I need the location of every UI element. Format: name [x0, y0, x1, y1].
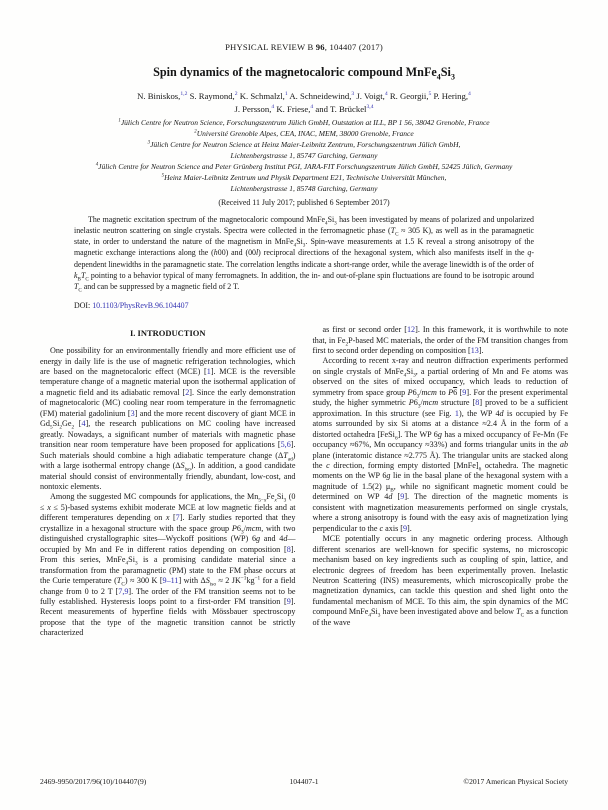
authors-line-1: N. Biniskos,$^{1,2}$ S. Raymond,$^2$ K. Schmalzl,$^1$ A. Schneidewind,$^3$ J. Voigt,$^4$ R. Georgii,$^5$ P. Hering,$^4$ — [137, 91, 471, 101]
citation-link[interactable]: 7,9 — [118, 586, 129, 596]
journal-header: PHYSICAL REVIEW B 96, 104407 (2017) — [225, 42, 383, 52]
doi-label: DOI: — [74, 301, 91, 311]
body-paragraph: MCE potentially occurs in any magnetic ordering process. Although different scenarios are well-known for specific systems, no microscopic mechanism based on key ingredients such as coupling of spin, lattice, and electronic degrees of freedom has been experimentally proven. Inelastic Neutron Scattering (INS) measurements, which microscopically probe the magnetization dynamics, can tackle this question and shed light onto the fundamental mechanism of MCE. To this aim, the spin dynamics of the MC compound $MnFe_4Si_3$ have been investigated above and below $T_C$ as a function of the wave — [312, 534, 568, 627]
body-paragraph: Among the suggested MC compounds for applications, the $Mn_{5-x}Fe_xSi_3$ (0 ≤ x ≤ 5)-based systems exhibit moderate MCE at low magnetic fields and at different temperatures depending on x [7]. Early studies reported that they crystallize in a hexagonal structure with the space group $P6_3$/mcm, with two distinguished crystallographic sites—Wyckoff positions (WP) 6g and 4d—occupied by Mn and Fe in different ratios depending on composition [8]. From this series, $MnFe_4Si_3$ is a promising candidate material since a transformation from the paramagnetic (PM) state to the FM phase occurs at the Curie temperature $(T_C) \approx 300$ K [9–11] with $\Delta S_{iso} \approx 2$ $JK^{-1}kg^{-1}$ for a field change from 0 to 2 T [7,9]. The order of the FM transition seems not to be fully established. Hysteresis loops point to a first-order FM transition [9]. Recent measurements of hyperfine fields with Mössbauer spectroscopy propose that the type of the magnetic transition cannot be strictly characterized — [40, 492, 296, 638]
citation-link[interactable]: 9–11 — [162, 576, 179, 586]
right-paragraphs — [313, 325, 569, 628]
citation-link[interactable]: 3 — [130, 408, 135, 418]
citation-link[interactable]: 1 — [454, 408, 459, 418]
citation-link[interactable]: 9 — [462, 387, 467, 397]
citation-link[interactable]: 9 — [402, 523, 408, 533]
column-left — [40, 325, 296, 639]
citation-link[interactable]: 12 — [406, 325, 416, 335]
citation-link[interactable]: 8 — [475, 398, 480, 408]
footer-copyright: ©2017 American Physical Society — [463, 777, 568, 786]
body-paragraph: According to recent x-ray and neutron diffraction experiments performed on single crystals of $MnFe_4Si_3$, a partial ordering of Mn and Fe atoms was observed on the sites of mixed occupancy, which leads to reduction of symmetry from space group $P6_3$/mcm to P6 [9]. For the present experimental study, the higher symmetric $P6_3$/mcm structure [8] proved to be a sufficient approximation. In this structure (see Fig. 1), the WP 4d is occupied by Fe atoms surrounded by six Si atoms at a distance ≈2.4 Å in the form of a distorted octahedra [FeSi$_6$]. The WP 6g has a mixed occupancy of Fe-Mn (Fe occupancy ≈67%, Mn occupancy ≈33%) and forms triangular units in the ab plane (interatomic distance ≈2.775 Å). The triangular units are stacked along the c direction, forming empty distorted $[MnFe]_6$ octahedra. The magnetic moments on the WP 6g lie in the basal plane of the hexagonal system with a magnitude of 1.5(2) $\mu_B$, while no significant magnetic moment could be determined on WP 4d [9]. The direction of the magnetic moments is consistent with magnetization measurements performed on single crystals, where a strong anisotropy is found with the easy axis of magnetization lying perpendicular to the c axis [9]. — [312, 356, 569, 533]
page-footer — [40, 777, 568, 786]
citation-link[interactable]: 9 — [286, 596, 291, 606]
doi-link[interactable]: 10.1103/PhysRevB.96.104407 — [92, 301, 189, 311]
citation-link[interactable]: 1 — [206, 367, 211, 376]
citation-link[interactable]: 4 — [81, 419, 86, 429]
affiliation-line: $^5$Heinz Maier-Leibnitz Zentrum und Physik Department E21, Technische Universität München, — [161, 173, 447, 182]
abstract: The magnetic excitation spectrum of the magnetocaloric compound $MnFe_4Si_3$ has been investigated by means of polarized and unpolarized inelastic neutron scattering on single crystals. Spectra were collected in the ferromagnetic phase ($T_C \approx 305$ K), as well as in the paramagnetic state, in order to understand the nature of the magnetism in $MnFe_4Si_3$. Spin-wave measurements at 1.5 K reveal a strong anisotropy of the magnetic exchange interactions along the (h00) and (00l) reciprocal directions of the hexagonal system, which also manifests itself in the q-dependent linewidths in the paramagnetic state. The correlation lengths indicate a short-range order, while the average linewidth is of the order of $k_BT_C$ pointing to a behavior typical of many ferromagnets. In addition, the in- and out-of-plane spin fluctuations are found to be isotropic around $T_C$ and can be suppressed by a magnetic field of 2 T. — [74, 215, 534, 294]
affiliation-line: $^1$Jülich Centre for Neutron Science, Forschungszentrum Jülich GmbH, Outstation at ILL, BP 1 56, 38042 Grenoble, France — [118, 118, 490, 127]
affiliation-line: Lichtenbergstrasse 1, 85747 Garching, Germany — [230, 151, 378, 160]
body-paragraph: One possibility for an environmentally friendly and more efficient use of energy in daily life is the use of magnetic refrigeration technologies, which are based on the magnetocaloric effect (MCE) [1]. MCE is the reversible temperature change of a magnetic material upon the isothermal application of a magnetic field and its adiabatic removal [2]. Since the early demonstration of magnetocaloric (MC) cooling near room temperature in the ferromagnetic (FM) material gadolinium [3] and the more recent discovery of giant MCE in $Gd_5Si_2Ge_2$ [4], the research publications on MC cooling have increased greatly. Nowadays, a significant number of materials with magnetic phase transition near room temperature have been proposed for applications [5,6]. Such materials should combine a high adiabatic temperature change $(\Delta T_{ad})$ with a large isothermal entropy change $(\Delta S_{iso})$. In addition, a good candidate material should consist of environmentally friendly, abundant, low-cost, and nontoxic elements. — [40, 346, 296, 491]
author-list — [0, 90, 608, 115]
body-columns — [0, 325, 608, 639]
received-line: (Received 11 July 2017; published 6 September 2017) — [218, 198, 390, 207]
citation-link[interactable]: 5,6 — [280, 440, 291, 450]
footer-page-number: 104407-1 — [289, 777, 319, 786]
affiliations — [0, 117, 608, 194]
affiliation-line: $^3$Jülich Centre for Neutron Science at Heinz Maier-Leibnitz Zentrum, Forschungszentrum Jülich GmbH, — [147, 140, 461, 149]
citation-link[interactable]: 7 — [175, 513, 180, 523]
citation-link[interactable]: 8 — [286, 544, 291, 554]
affiliation-line: $^2$Université Grenoble Alpes, CEA, INAC, MEM, 38000 Grenoble, France — [194, 129, 414, 138]
body-paragraph: as first or second order [12]. In this framework, it is worthwhile to note that, in $Fe_2P$-based MC materials, the order of the FM transition changes from first to second order depending on composition [13]. — [312, 325, 568, 355]
footer-issn: 2469-9950/2017/96(10)/104407(9) — [40, 777, 147, 786]
section-heading-introduction: I. INTRODUCTION — [129, 328, 206, 339]
affiliation-line: $^4$Jülich Centre for Neutron Science and Peter Grünberg Institut PGI, JARA-FIT Forschungszentrum Jülich GmbH, 52425 Jülich, Germany — [95, 162, 513, 171]
authors-line-2: J. Persson,$^4$ K. Friese,$^4$ and T. Brückel$^{3,4}$ — [234, 103, 374, 114]
affiliation-line: Lichtenbergstrasse 1, 85748 Garching, Germany — [230, 184, 378, 193]
citation-link[interactable]: 13 — [470, 346, 479, 355]
citation-link[interactable]: 9 — [400, 492, 405, 502]
column-right — [313, 325, 569, 639]
citation-link[interactable]: 2 — [185, 387, 190, 397]
doi-line — [74, 301, 534, 310]
left-paragraphs — [40, 346, 296, 639]
paper-title: Spin dynamics of the magnetocaloric compound $MnFe_4Si_3$ — [153, 65, 455, 82]
